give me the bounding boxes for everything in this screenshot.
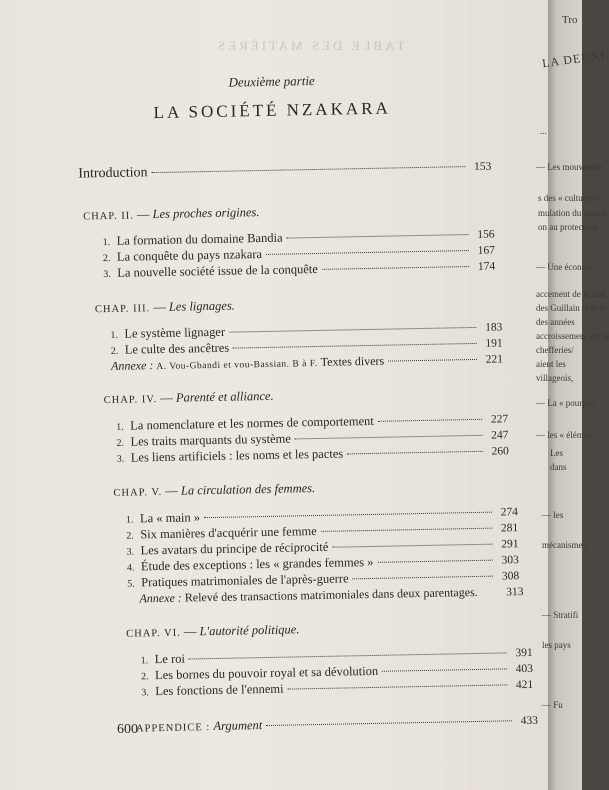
entry-text: Le culte des ancêtres — [124, 340, 230, 357]
adjacent-line: — Fu — [542, 700, 563, 710]
leader-dots — [321, 528, 492, 532]
adjacent-line: on au protectora — [538, 222, 597, 232]
leader-dots — [353, 576, 494, 580]
entry-number: 2. — [116, 437, 125, 449]
chapter-heading[interactable]: CHAP. V. — La circulation des femmes. — [113, 481, 316, 499]
entry-text: La « main » — [139, 510, 201, 526]
page-ref: 167 — [477, 244, 496, 257]
entry-number: 5. — [127, 578, 135, 590]
chapter-heading[interactable]: CHAP. II. — Les proches origines. — [83, 205, 260, 223]
page-ref: 227 — [490, 413, 509, 426]
page-ref: 191 — [485, 337, 503, 350]
appendix-label: APPENDICE : — [135, 722, 211, 735]
entry-text: Pratiques matrimoniales de l'après-guerre — [141, 571, 349, 590]
entry-text: Les avatars du principe de réciprocité — [140, 539, 329, 558]
page-ref: 221 — [485, 353, 504, 366]
part-label: Deuxième partie — [228, 72, 315, 90]
page-ref: 391 — [515, 646, 533, 660]
annex-range: B à F. — [292, 358, 318, 370]
adjacent-line: — La « pourpre — [536, 398, 594, 408]
page-ref: 303 — [501, 554, 519, 567]
adjacent-line: chefferies/ — [536, 345, 574, 355]
adjacent-line: des Guillain et la fe — [536, 303, 607, 313]
adjacent-line: — les « élémen — [536, 430, 593, 440]
chapter-label: CHAP. IV. — [103, 394, 158, 407]
entry-number: 2. — [110, 345, 119, 357]
leader-dots — [388, 359, 477, 362]
page-ref: 313 — [506, 586, 524, 599]
entry-number: 1. — [116, 421, 124, 433]
introduction-label: Introduction — [78, 165, 148, 182]
page-ref: 183 — [485, 321, 503, 334]
entry-text: La nomenclature et les normes de comportement — [130, 413, 374, 433]
chapter-heading[interactable]: CHAP. III. — Les lignages. — [94, 298, 235, 316]
annex-label: Annexe : — [110, 358, 154, 373]
leader-dots — [347, 451, 483, 455]
entry-text: La formation du domaine Bandia — [116, 230, 283, 248]
appendix-title: Argument — [213, 718, 263, 734]
page-ref: 153 — [473, 160, 492, 173]
leader-dots — [382, 668, 507, 671]
adjacent-line: accroissement sur la — [536, 331, 609, 341]
entry-text: Les liens artificiels : les noms et les pactes — [130, 446, 344, 465]
entry-number: 1. — [125, 514, 134, 526]
entry-number: 1. — [110, 329, 119, 341]
toc-introduction[interactable] — [78, 159, 491, 183]
entry-text: Le roi — [154, 651, 186, 667]
adjacent-line: mécanismes — [542, 540, 586, 550]
entry-text: Les traits marquants du système — [130, 431, 291, 449]
entry-number: 3. — [103, 268, 111, 281]
part-title: LA SOCIÉTÉ NZAKARA — [153, 98, 391, 123]
leader-dots — [377, 560, 492, 563]
entry-number: 3. — [126, 546, 135, 558]
adjacent-line: ... — [540, 126, 547, 136]
leader-dots — [233, 343, 477, 349]
leader-dots — [189, 652, 507, 659]
adjacent-line: — les — [542, 510, 564, 520]
leader-dots — [152, 166, 466, 173]
chapter-title: L'autorité politique. — [199, 622, 300, 639]
entry-text: La conquête du pays nzakara — [116, 247, 263, 264]
page-number: 600 — [117, 722, 138, 737]
adjacent-line: des années — [536, 317, 575, 327]
page-ref: 308 — [501, 570, 520, 583]
page-ref: 156 — [477, 228, 495, 241]
page-ref: 281 — [500, 522, 519, 535]
leader-dots — [295, 435, 483, 440]
adjacent-line: s des « cultures » — [538, 193, 600, 203]
page-ref: 403 — [515, 662, 534, 676]
adjacent-line: les pays — [542, 640, 571, 650]
page-ref: 433 — [520, 714, 539, 728]
entry-text: La nouvelle société issue de la conquête — [117, 261, 318, 280]
page-ref: 260 — [491, 445, 509, 458]
adjacent-page — [536, 0, 609, 790]
entry-number: 1. — [102, 236, 111, 249]
chapter-title: Les lignages. — [168, 298, 235, 314]
adjacent-line: — Stratifi — [542, 610, 579, 620]
chapter-heading[interactable]: CHAP. VI. — L'autorité politique. — [126, 622, 300, 640]
adjacent-line: — Les mouvemen — [536, 162, 603, 172]
leader-dots — [288, 684, 508, 689]
chapter-title: Parenté et alliance. — [175, 388, 274, 405]
entry-text: Étude des exceptions : les « grandes femmes » — [140, 554, 374, 574]
chapter-label: CHAP. II. — [83, 210, 134, 223]
entry-number: 4. — [126, 562, 135, 574]
entry-text: Le système lignager — [124, 324, 226, 341]
bleed-through-text: TABLE DES MATIÈRES — [215, 38, 405, 53]
adjacent-subheader: LA DEUXI — [541, 47, 607, 71]
entry-number: 1. — [140, 655, 149, 667]
chapter-title: La circulation des femmes. — [180, 481, 316, 498]
adjacent-line: Les — [550, 448, 563, 458]
chapter-label: CHAP. VI. — [126, 627, 181, 640]
adjacent-line: aient les — [536, 359, 566, 369]
annex-text: A. Vou-Gbandi et vou-Bassian. — [156, 359, 290, 373]
page-ref: 421 — [515, 678, 534, 692]
adjacent-header: Tro — [562, 14, 578, 26]
leader-dots — [287, 234, 469, 238]
page-ref: 274 — [500, 506, 519, 519]
leader-dots — [378, 419, 482, 422]
chapter-label: CHAP. III. — [94, 303, 151, 316]
annex-text-end: Textes divers — [320, 353, 385, 369]
leader-dots — [229, 327, 476, 333]
adjacent-line: — Une économ — [536, 262, 593, 272]
leader-dots — [332, 544, 492, 548]
chapter-label: CHAP. V. — [113, 486, 163, 499]
adjacent-line: villageois, — [536, 373, 574, 383]
leader-dots — [204, 512, 492, 519]
chapter-heading[interactable]: CHAP. IV. — Parenté et alliance. — [103, 388, 274, 407]
chapter-title: Les proches origines. — [152, 205, 260, 222]
entry-number: 2. — [126, 530, 134, 542]
annex-label: Annexe : — [139, 590, 182, 606]
entry-number: 2. — [102, 252, 111, 265]
leader-dots — [322, 266, 469, 270]
entry-text: Les fonctions de l'ennemi — [155, 681, 284, 699]
adjacent-line: dans — [550, 462, 567, 472]
toc-appendix[interactable] — [136, 713, 538, 736]
adjacent-line: mulation du pouvo — [538, 208, 606, 218]
adjacent-line: accement de la trait — [536, 289, 607, 299]
annex-text: Relevé des transactions matrimoniales dans deux parentages. — [184, 584, 478, 605]
leader-dots — [266, 720, 512, 726]
entry-number: 2. — [140, 671, 149, 683]
leader-dots — [266, 250, 469, 255]
page-ref: 174 — [477, 260, 496, 273]
entry-number: 3. — [141, 687, 149, 699]
entry-number: 3. — [116, 453, 125, 465]
page-ref: 291 — [501, 538, 519, 551]
entry-text: Six manières d'acquérir une femme — [140, 524, 317, 542]
page-ref: 247 — [491, 429, 509, 442]
entry-text: Les bornes du pouvoir royal et sa dévolution — [154, 663, 379, 683]
